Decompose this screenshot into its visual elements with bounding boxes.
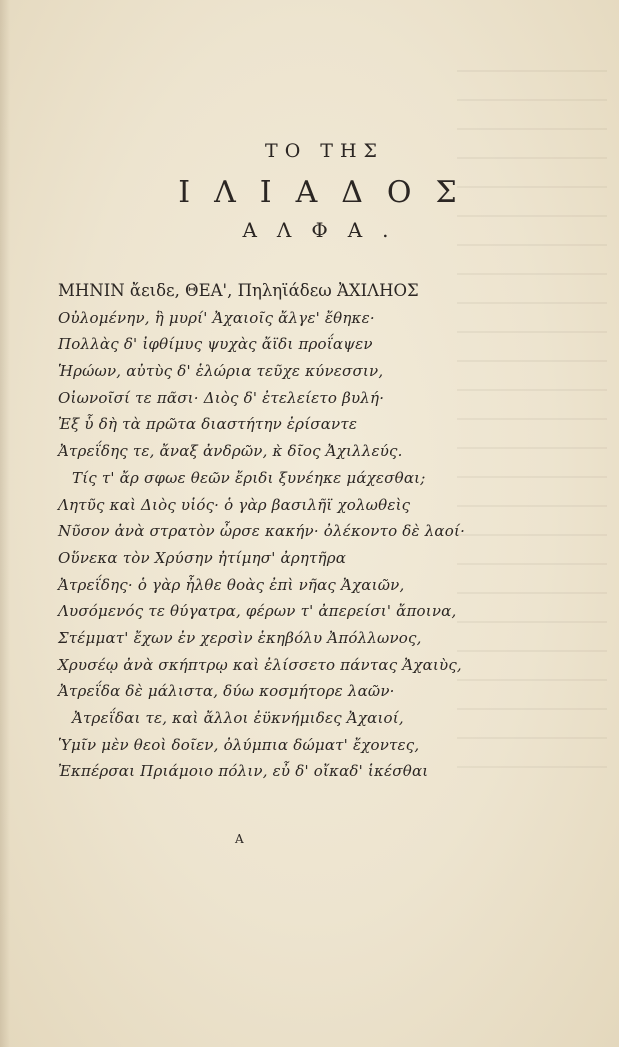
verse-line: Ἀτρεΐδαι τε, καὶ ἄλλοι ἐϋκνήμιδες Ἀχαιοί, [72,709,404,727]
verse-line: Ἀτρεΐδης· ὁ γὰρ ἦλθε θοὰς ἐπὶ νῆας Ἀχαιῶν, [58,575,405,594]
verse-line: Στέμματ' ἔχων ἐν χερσὶν ἑκηβόλυ Ἀπόλλωνος, [58,628,422,647]
verse-line: Ἐκπέρσαι Πριάμοιο πόλιν, εὖ δ' οἴκαδ' ἱκέσθαι [58,762,429,781]
heading-book-alpha: ΑΛΦΑ. [242,218,409,242]
verse-line: Οὕνεκα τὸν Χρύσην ἠτίμησ' ἀρητῆρα [58,548,347,567]
verse-line: Ὑμῖν μὲν θεοὶ δοῖεν, ὀλύμπια δώματ' ἔχοντες, [58,735,420,754]
heading-iliados: ΙΛΙΑΔΟΣ [178,175,481,210]
verse-line: Οὐλομένην, ἣ μυρί' Ἀχαιοῖς ἄλγε' ἔθηκε· [58,308,375,327]
verse-line: Οἰωνοῖσί τε πᾶσι· Διὸς δ' ἐτελείετο βυλή· [58,388,385,407]
signature-mark: A [235,832,245,846]
verse-line: Τίς τ' ἄρ σφωε θεῶν ἔριδι ξυνέηκε μάχεσθαι; [72,468,426,487]
heading-to-tes: ΤΟ ΤΗΣ [265,140,384,162]
verse-line: Νῦσον ἀνὰ στρατὸν ὦρσε κακήν· ὀλέκοντο δὲ λαοί· [58,522,466,541]
verse-line: Πολλὰς δ' ἰφθίμυς ψυχὰς ἄϊδι προΐαψεν [58,335,373,354]
verse-line: Λυσόμενός τε θύγατρα, φέρων τ' ἀπερείσι' ἄποινα, [58,602,457,621]
verse-line: Ἀτρεΐδης τε, ἄναξ ἀνδρῶν, κ̀ δῖος Ἀχιλλεύς. [58,442,403,461]
verse-line: Χρυσέῳ ἀνὰ σκήπτρῳ καὶ ἐλίσσετο πάντας Ἀχαιὺς, [58,655,462,674]
verse-line: Ἀτρεΐδα δὲ μάλιστα, δύω κοσμήτορε λαῶν· [58,682,395,701]
verse-list [58,278,466,785]
verse-line: Ἡρώων, αὐτὺς δ' ἑλώρια τεῦχε κύνεσσιν, [58,362,384,381]
verse-line: Λητῦς καὶ Διὸς υἱός· ὁ γὰρ βασιλῆϊ χολωθεὶς [58,495,411,514]
verse-line: Ἐξ ὗ δὴ τὰ πρῶτα διαστήτην ἐρίσαντε [58,415,358,434]
verse-line: ΜΗΝΙΝ ἄειδε, ΘΕΑ', Πηληϊάδεω ἈΧΙΛΗΟΣ [58,281,419,300]
